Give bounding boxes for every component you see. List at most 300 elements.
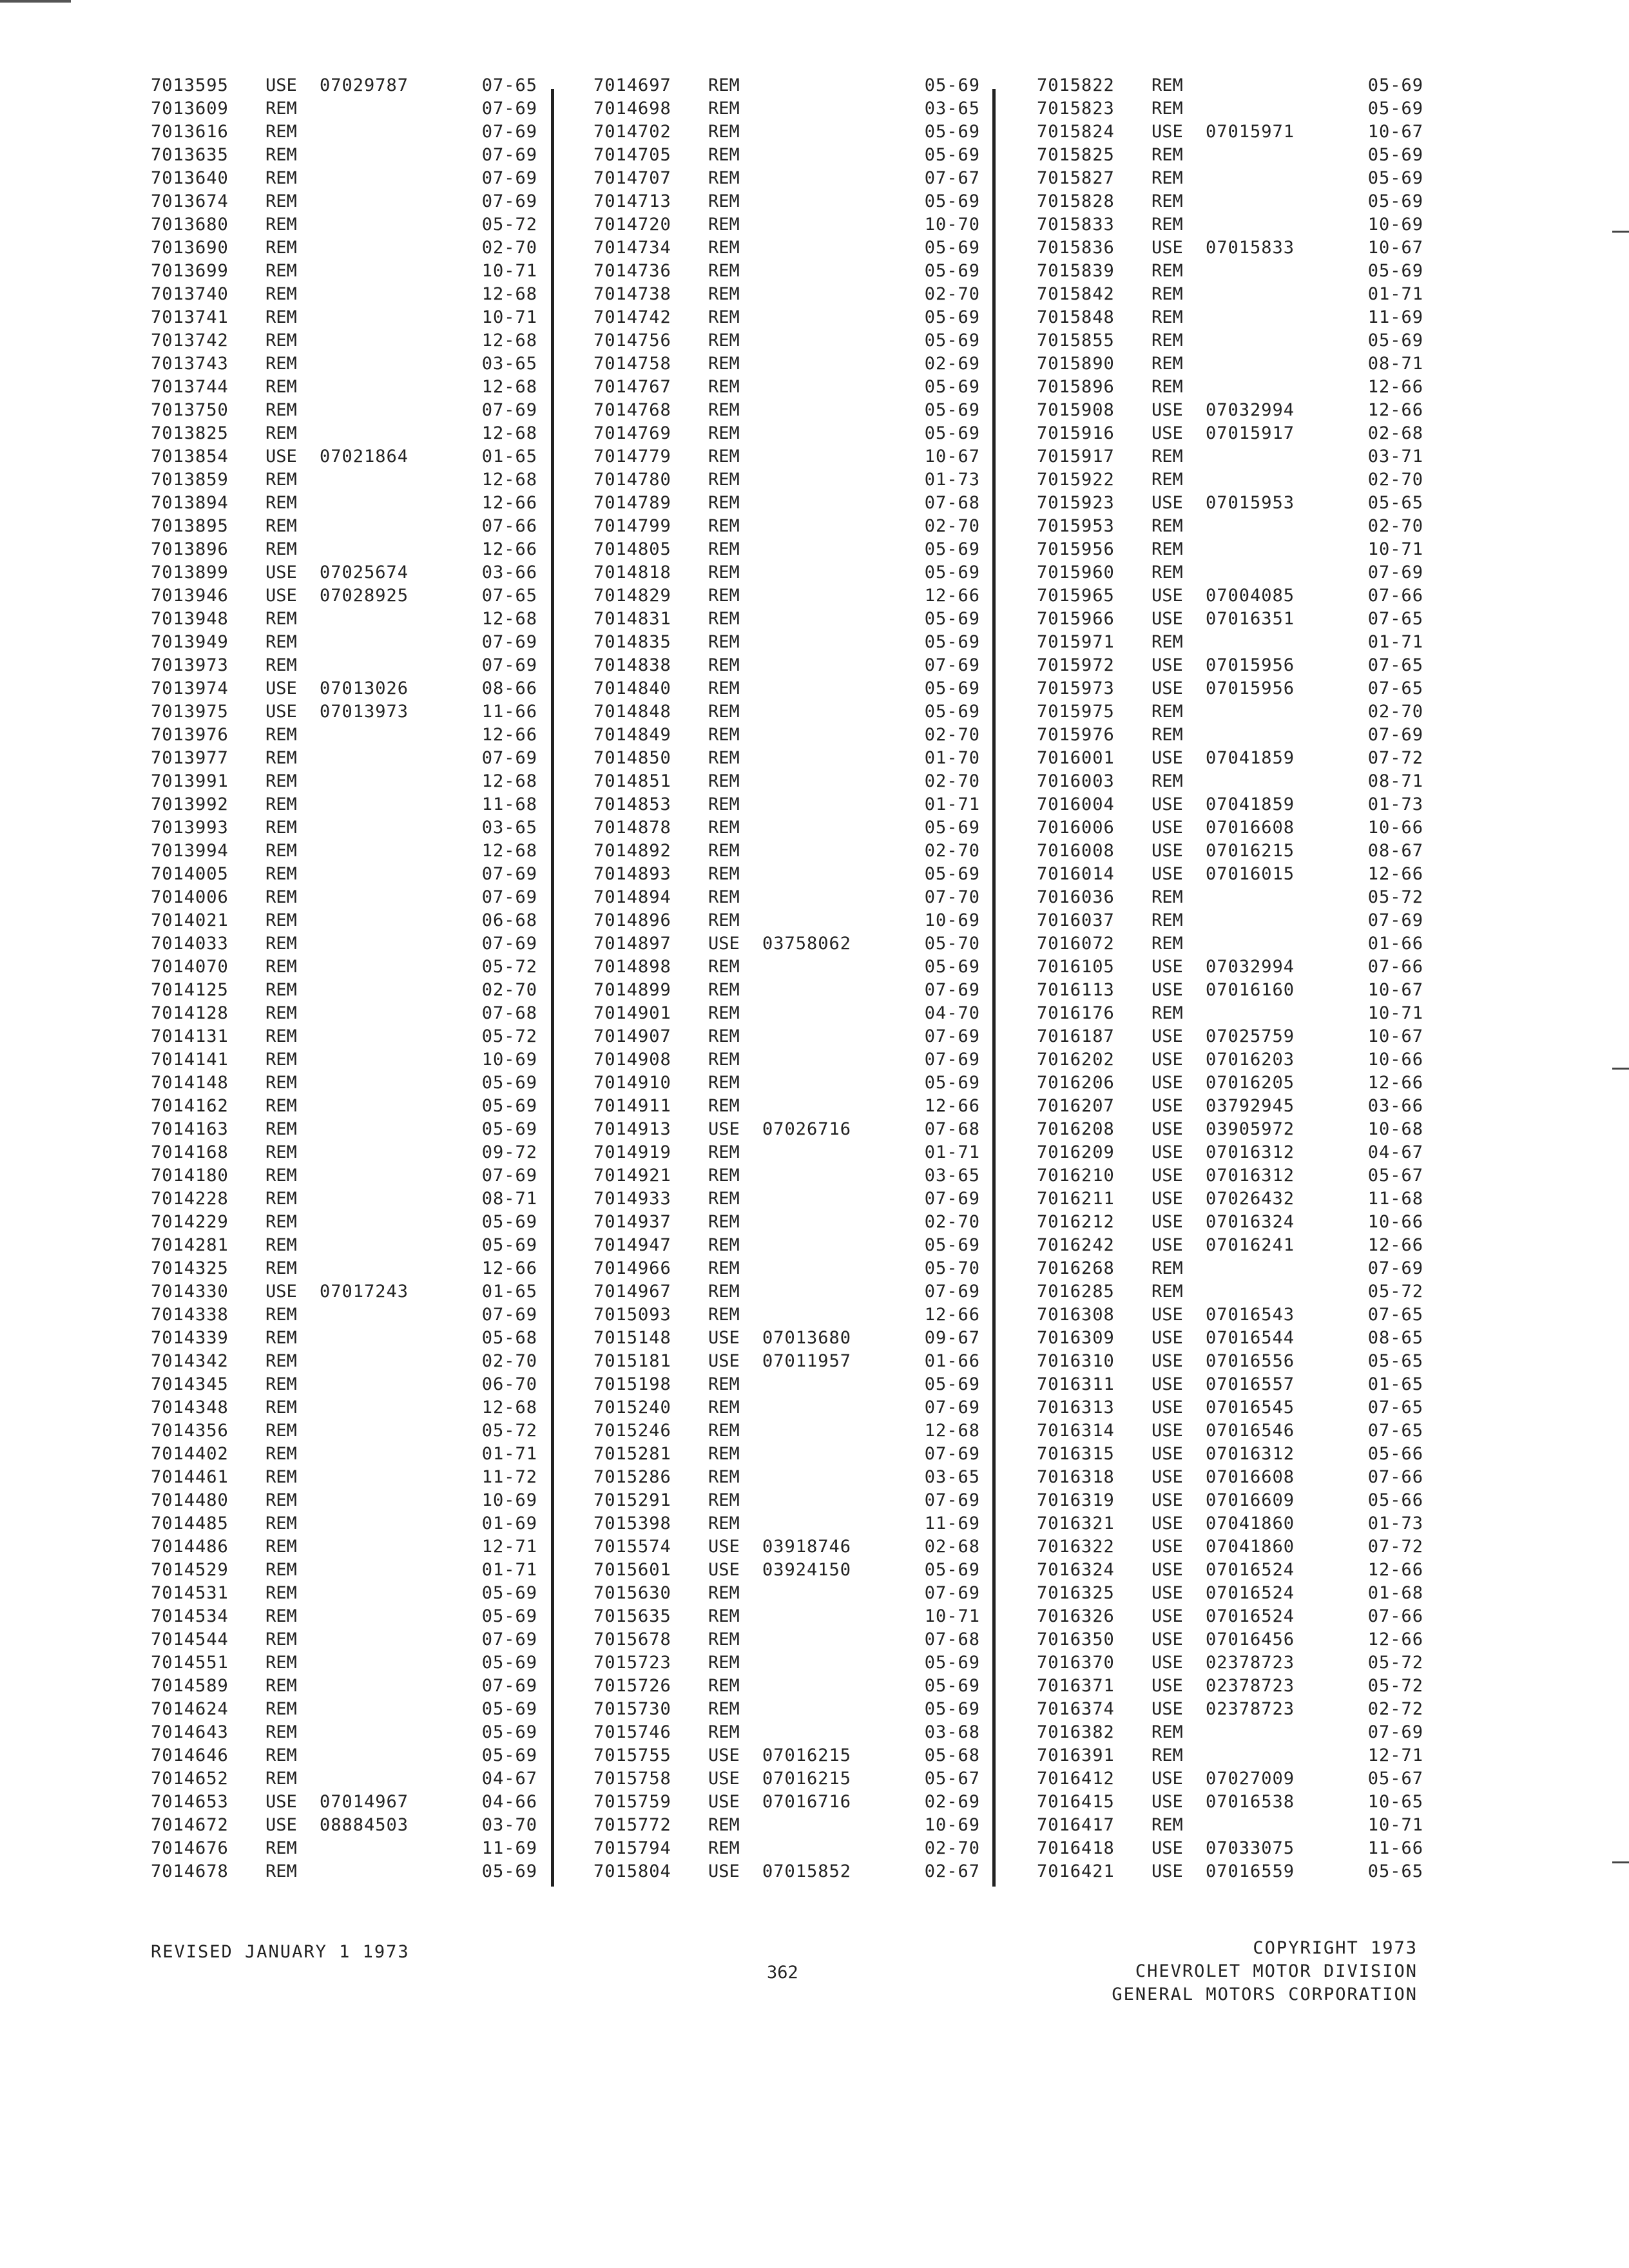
replacement-part-number: 07016524 <box>1206 1560 1295 1580</box>
action-code: REM <box>1152 470 1183 490</box>
effective-date: 05-69 <box>924 1699 980 1719</box>
effective-date: 07-69 <box>924 1490 980 1510</box>
part-number: 7014551 <box>151 1653 229 1673</box>
action-code: REM <box>265 1166 297 1186</box>
table-row <box>1037 1118 1423 1141</box>
action-code: REM <box>708 1305 740 1325</box>
table-row <box>1037 1327 1423 1350</box>
part-number: 7015966 <box>1037 609 1115 629</box>
replacement-part-number: 07015917 <box>1206 423 1295 443</box>
action-code: REM <box>265 1699 297 1719</box>
table-row <box>151 1280 537 1303</box>
effective-date: 01-70 <box>924 748 980 768</box>
effective-date: 04-66 <box>481 1792 537 1812</box>
effective-date: 05-69 <box>924 122 980 142</box>
replacement-part-number: 07016524 <box>1206 1606 1295 1626</box>
action-code: REM <box>708 1699 740 1719</box>
table-row <box>1037 213 1423 236</box>
part-number: 7016382 <box>1037 1722 1115 1742</box>
effective-date: 07-69 <box>481 122 537 142</box>
action-code: USE <box>1152 1444 1183 1464</box>
table-row <box>1037 909 1423 932</box>
effective-date: 07-68 <box>924 1629 980 1649</box>
table-row <box>1037 1512 1423 1535</box>
part-number: 7014910 <box>593 1073 671 1093</box>
part-number: 7013741 <box>151 307 229 327</box>
action-code: USE <box>1152 748 1183 768</box>
action-code: USE <box>1152 423 1183 443</box>
part-number: 7014529 <box>151 1560 229 1580</box>
part-number: 7014338 <box>151 1305 229 1325</box>
effective-date: 04-67 <box>481 1769 537 1789</box>
effective-date: 02-70 <box>924 1212 980 1232</box>
action-code: REM <box>1152 145 1183 165</box>
table-row <box>593 840 980 863</box>
table-row <box>593 1814 980 1837</box>
effective-date: 05-69 <box>924 539 980 559</box>
effective-date: 05-65 <box>1367 1351 1423 1371</box>
action-code: REM <box>265 354 297 374</box>
part-number: 7016202 <box>1037 1050 1115 1070</box>
action-code: REM <box>265 516 297 536</box>
action-code: USE <box>708 934 740 954</box>
action-code: REM <box>265 539 297 559</box>
action-code: REM <box>1152 516 1183 536</box>
effective-date: 07-69 <box>924 1583 980 1603</box>
effective-date: 07-72 <box>1367 748 1423 768</box>
replacement-part-number: 02378723 <box>1206 1676 1295 1696</box>
effective-date: 07-69 <box>924 1189 980 1209</box>
action-code: REM <box>708 354 740 374</box>
part-number: 7014913 <box>593 1119 671 1139</box>
action-code: REM <box>1152 215 1183 235</box>
part-number: 7014892 <box>593 841 671 861</box>
table-row <box>593 1489 980 1512</box>
effective-date: 12-71 <box>1367 1745 1423 1765</box>
part-number: 7014947 <box>593 1235 671 1255</box>
part-number: 7014899 <box>593 980 671 1000</box>
part-number: 7015972 <box>1037 655 1115 675</box>
effective-date: 02-70 <box>924 725 980 745</box>
part-number: 7016311 <box>1037 1374 1115 1394</box>
table-row <box>1037 747 1423 770</box>
part-number: 7014653 <box>151 1792 229 1812</box>
effective-date: 08-71 <box>1367 771 1423 791</box>
part-number: 7015965 <box>1037 586 1115 606</box>
effective-date: 05-72 <box>1367 887 1423 907</box>
effective-date: 12-68 <box>481 423 537 443</box>
action-code: REM <box>265 191 297 211</box>
effective-date: 07-69 <box>481 1676 537 1696</box>
action-code: REM <box>265 748 297 768</box>
table-row <box>593 1419 980 1443</box>
action-code: REM <box>708 1003 740 1023</box>
part-number: 7014348 <box>151 1398 229 1418</box>
replacement-part-number: 07041859 <box>1206 794 1295 814</box>
part-number: 7014672 <box>151 1815 229 1835</box>
effective-date: 12-66 <box>1367 864 1423 884</box>
part-number: 7016004 <box>1037 794 1115 814</box>
effective-date: 05-69 <box>1367 331 1423 351</box>
table-row <box>593 515 980 538</box>
part-number: 7014921 <box>593 1166 671 1186</box>
action-code: REM <box>708 586 740 606</box>
table-row <box>151 399 537 422</box>
effective-date: 07-70 <box>924 887 980 907</box>
effective-date: 07-69 <box>481 748 537 768</box>
effective-date: 07-69 <box>924 1026 980 1046</box>
effective-date: 05-69 <box>924 562 980 582</box>
action-code: USE <box>1152 1838 1183 1858</box>
effective-date: 01-65 <box>1367 1374 1423 1394</box>
table-row <box>151 909 537 932</box>
effective-date: 01-71 <box>481 1444 537 1464</box>
effective-date: 07-65 <box>1367 609 1423 629</box>
effective-date: 05-69 <box>924 423 980 443</box>
effective-date: 05-69 <box>924 331 980 351</box>
action-code: REM <box>708 1653 740 1673</box>
table-row <box>151 584 537 608</box>
part-number: 7014853 <box>593 794 671 814</box>
action-code: REM <box>265 1073 297 1093</box>
part-number: 7014829 <box>593 586 671 606</box>
part-number: 7013674 <box>151 191 229 211</box>
table-row <box>593 213 980 236</box>
effective-date: 05-69 <box>1367 99 1423 119</box>
action-code: USE <box>1152 1537 1183 1557</box>
table-row <box>151 352 537 376</box>
table-row <box>1037 654 1423 677</box>
table-row <box>593 1025 980 1048</box>
revision-note: REVISED JANUARY 1 1973 <box>151 1942 410 1962</box>
table-row <box>151 260 537 283</box>
part-number: 7015240 <box>593 1398 671 1418</box>
table-row <box>151 1767 537 1791</box>
table-row <box>1037 1072 1423 1095</box>
table-row <box>151 422 537 445</box>
table-row <box>593 886 980 909</box>
table-row <box>151 1512 537 1535</box>
table-row <box>593 190 980 213</box>
table-row <box>1037 1141 1423 1164</box>
action-code: REM <box>708 1096 740 1116</box>
action-code: REM <box>1152 1258 1183 1278</box>
action-code: REM <box>708 191 740 211</box>
action-code: REM <box>708 887 740 907</box>
part-number: 7015601 <box>593 1560 671 1580</box>
part-number: 7016014 <box>1037 864 1115 884</box>
effective-date: 04-67 <box>1367 1142 1423 1162</box>
table-row <box>151 1837 537 1860</box>
action-code: REM <box>1152 887 1183 907</box>
table-row <box>1037 1187 1423 1211</box>
table-row <box>151 97 537 120</box>
action-code: USE <box>1152 794 1183 814</box>
part-number: 7015825 <box>1037 145 1115 165</box>
action-code: REM <box>1152 1815 1183 1835</box>
replacement-part-number: 07016160 <box>1206 980 1295 1000</box>
page-number: 362 <box>767 1963 798 1983</box>
replacement-part-number: 07016716 <box>762 1792 852 1812</box>
replacement-part-number: 07015833 <box>1206 238 1295 258</box>
table-row <box>593 863 980 886</box>
action-code: REM <box>708 1467 740 1487</box>
part-number: 7014070 <box>151 957 229 977</box>
part-number: 7013977 <box>151 748 229 768</box>
part-number: 7015758 <box>593 1769 671 1789</box>
replacement-part-number: 07011957 <box>762 1351 852 1371</box>
part-number: 7014768 <box>593 400 671 420</box>
part-number: 7015956 <box>1037 539 1115 559</box>
effective-date: 07-69 <box>481 632 537 652</box>
replacement-part-number: 07016215 <box>1206 841 1295 861</box>
replacement-part-number: 07025674 <box>320 562 409 582</box>
effective-date: 05-69 <box>1367 261 1423 281</box>
action-code: REM <box>708 1490 740 1510</box>
table-row <box>1037 1837 1423 1860</box>
effective-date: 05-69 <box>924 864 980 884</box>
table-row <box>151 1605 537 1628</box>
action-code: REM <box>708 1258 740 1278</box>
part-number: 7015281 <box>593 1444 671 1464</box>
replacement-part-number: 07016538 <box>1206 1792 1295 1812</box>
effective-date: 11-68 <box>481 794 537 814</box>
effective-date: 05-72 <box>1367 1653 1423 1673</box>
action-code: REM <box>265 1421 297 1441</box>
effective-date: 05-69 <box>481 1699 537 1719</box>
part-number: 7014742 <box>593 307 671 327</box>
table-row <box>593 1164 980 1187</box>
effective-date: 12-66 <box>924 586 980 606</box>
part-number: 7016310 <box>1037 1351 1115 1371</box>
action-code: REM <box>1152 284 1183 304</box>
replacement-part-number: 07016556 <box>1206 1351 1295 1371</box>
table-row <box>1037 144 1423 167</box>
part-number: 7016417 <box>1037 1815 1115 1835</box>
action-code: USE <box>1152 1050 1183 1070</box>
table-row <box>593 631 980 654</box>
table-row <box>1037 1234 1423 1257</box>
part-number: 7016072 <box>1037 934 1115 954</box>
part-number: 7014589 <box>151 1676 229 1696</box>
part-number: 7016324 <box>1037 1560 1115 1580</box>
action-code: REM <box>265 1374 297 1394</box>
effective-date: 07-69 <box>924 1282 980 1302</box>
table-row <box>151 329 537 352</box>
part-number: 7014838 <box>593 655 671 675</box>
action-code: USE <box>1152 1328 1183 1348</box>
action-code: USE <box>708 1351 740 1371</box>
effective-date: 05-69 <box>924 1560 980 1580</box>
table-row <box>151 1025 537 1048</box>
effective-date: 11-69 <box>1367 307 1423 327</box>
effective-date: 01-71 <box>1367 632 1423 652</box>
action-code: REM <box>265 1745 297 1765</box>
table-row <box>593 399 980 422</box>
action-code: REM <box>708 1282 740 1302</box>
table-row <box>151 1303 537 1327</box>
part-number: 7013896 <box>151 539 229 559</box>
action-code: REM <box>708 539 740 559</box>
replacement-part-number: 07032994 <box>1206 957 1295 977</box>
part-number: 7013994 <box>151 841 229 861</box>
part-number: 7014345 <box>151 1374 229 1394</box>
effective-date: 07-69 <box>481 1305 537 1325</box>
effective-date: 10-69 <box>481 1050 537 1070</box>
replacement-part-number: 07015971 <box>1206 122 1295 142</box>
part-number: 7015746 <box>593 1722 671 1742</box>
effective-date: 07-66 <box>1367 957 1423 977</box>
table-row <box>151 1095 537 1118</box>
effective-date: 10-67 <box>1367 980 1423 1000</box>
effective-date: 05-69 <box>924 632 980 652</box>
table-row <box>593 1466 980 1489</box>
table-row <box>593 1791 980 1814</box>
action-code: REM <box>265 1189 297 1209</box>
effective-date: 02-70 <box>1367 516 1423 536</box>
action-code: USE <box>1152 1653 1183 1673</box>
action-code: REM <box>265 841 297 861</box>
table-row <box>151 376 537 399</box>
effective-date: 07-65 <box>1367 655 1423 675</box>
effective-date: 03-70 <box>481 1815 537 1835</box>
table-row <box>1037 886 1423 909</box>
action-code: REM <box>708 470 740 490</box>
replacement-part-number: 07015956 <box>1206 678 1295 698</box>
action-code: REM <box>708 1166 740 1186</box>
effective-date: 02-70 <box>481 238 537 258</box>
action-code: REM <box>265 1026 297 1046</box>
part-number: 7013690 <box>151 238 229 258</box>
margin-tick <box>1612 1861 1629 1863</box>
parts-column-2 <box>593 74 980 1883</box>
effective-date: 05-69 <box>924 377 980 397</box>
replacement-part-number: 07026716 <box>762 1119 852 1139</box>
table-row <box>151 677 537 700</box>
table-row <box>1037 1419 1423 1443</box>
effective-date: 07-67 <box>924 168 980 188</box>
part-number: 7014897 <box>593 934 671 954</box>
action-code: REM <box>708 377 740 397</box>
effective-date: 02-70 <box>924 284 980 304</box>
table-row <box>593 167 980 190</box>
effective-date: 05-72 <box>1367 1282 1423 1302</box>
part-number: 7014485 <box>151 1514 229 1533</box>
table-row <box>593 932 980 956</box>
effective-date: 02-68 <box>1367 423 1423 443</box>
action-code: REM <box>265 122 297 142</box>
replacement-part-number: 07016351 <box>1206 609 1295 629</box>
action-code: REM <box>708 168 740 188</box>
part-number: 7014738 <box>593 284 671 304</box>
replacement-part-number: 07016456 <box>1206 1629 1295 1649</box>
table-row <box>593 1837 980 1860</box>
action-code: USE <box>708 1560 740 1580</box>
action-code: USE <box>1152 493 1183 513</box>
table-row <box>151 538 537 561</box>
table-row <box>151 1721 537 1744</box>
part-number: 7014878 <box>593 818 671 838</box>
action-code: REM <box>1152 354 1183 374</box>
action-code: REM <box>708 423 740 443</box>
table-row <box>1037 631 1423 654</box>
table-row <box>151 1814 537 1837</box>
replacement-part-number: 03905972 <box>1206 1119 1295 1139</box>
replacement-part-number: 07027009 <box>1206 1769 1295 1789</box>
replacement-part-number: 07021864 <box>320 447 409 466</box>
part-number: 7015896 <box>1037 377 1115 397</box>
replacement-part-number: 07016215 <box>762 1769 852 1789</box>
table-row <box>1037 1559 1423 1582</box>
effective-date: 04-70 <box>924 1003 980 1023</box>
replacement-part-number: 07028925 <box>320 586 409 606</box>
table-row <box>1037 1489 1423 1512</box>
margin-tick <box>1612 231 1629 233</box>
part-number: 7014461 <box>151 1467 229 1487</box>
effective-date: 12-66 <box>1367 1235 1423 1255</box>
action-code: REM <box>265 910 297 930</box>
effective-date: 05-72 <box>481 957 537 977</box>
action-code: REM <box>708 75 740 95</box>
table-row <box>593 260 980 283</box>
effective-date: 05-69 <box>1367 75 1423 95</box>
part-number: 7016325 <box>1037 1583 1115 1603</box>
part-number: 7013973 <box>151 655 229 675</box>
effective-date: 02-70 <box>1367 702 1423 722</box>
effective-date: 02-69 <box>924 1792 980 1812</box>
action-code: REM <box>1152 1745 1183 1765</box>
effective-date: 11-68 <box>1367 1189 1423 1209</box>
action-code: REM <box>1152 910 1183 930</box>
part-number: 7014849 <box>593 725 671 745</box>
effective-date: 07-69 <box>481 864 537 884</box>
table-row <box>151 1675 537 1698</box>
part-number: 7016212 <box>1037 1212 1115 1232</box>
table-row <box>1037 1582 1423 1605</box>
action-code: REM <box>1152 191 1183 211</box>
effective-date: 07-65 <box>1367 1421 1423 1441</box>
part-number: 7014339 <box>151 1328 229 1348</box>
replacement-part-number: 07016312 <box>1206 1166 1295 1186</box>
replacement-part-number: 03924150 <box>762 1560 852 1580</box>
part-number: 7016113 <box>1037 980 1115 1000</box>
effective-date: 07-69 <box>1367 562 1423 582</box>
table-row <box>1037 561 1423 584</box>
replacement-part-number: 07016524 <box>1206 1583 1295 1603</box>
part-number: 7014624 <box>151 1699 229 1719</box>
part-number: 7015960 <box>1037 562 1115 582</box>
part-number: 7014325 <box>151 1258 229 1278</box>
replacement-part-number: 07025759 <box>1206 1026 1295 1046</box>
action-code: REM <box>265 238 297 258</box>
table-row <box>151 1257 537 1280</box>
effective-date: 05-69 <box>481 1861 537 1881</box>
effective-date: 01-68 <box>1367 1583 1423 1603</box>
action-code: REM <box>265 934 297 954</box>
part-number: 7016391 <box>1037 1745 1115 1765</box>
part-number: 7016318 <box>1037 1467 1115 1487</box>
part-number: 7013680 <box>151 215 229 235</box>
part-number: 7015246 <box>593 1421 671 1441</box>
action-code: REM <box>265 1212 297 1232</box>
effective-date: 10-71 <box>481 307 537 327</box>
effective-date: 07-65 <box>1367 1398 1423 1418</box>
action-code: REM <box>708 957 740 977</box>
action-code: USE <box>1152 841 1183 861</box>
effective-date: 05-66 <box>1367 1490 1423 1510</box>
effective-date: 01-71 <box>924 1142 980 1162</box>
table-row <box>593 1675 980 1698</box>
